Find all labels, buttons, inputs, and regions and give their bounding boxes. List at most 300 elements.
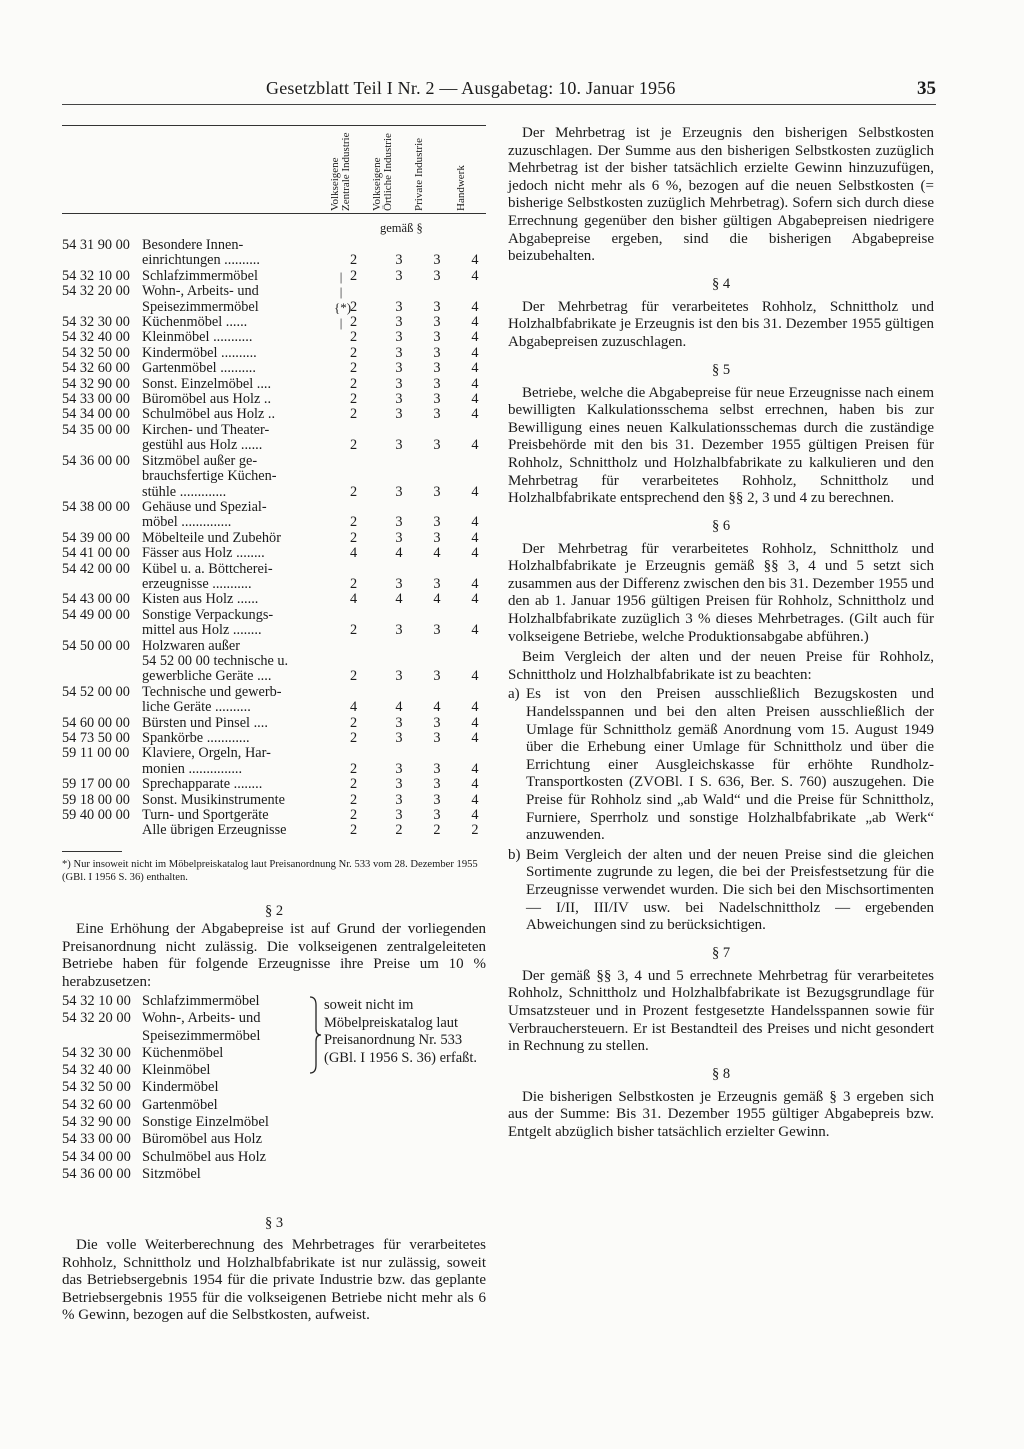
product-name: Bürsten und Pinsel .... <box>142 715 268 731</box>
value-private: 3 <box>433 391 441 408</box>
value-oertliche: 3 <box>395 252 403 269</box>
value-oertliche: 3 <box>395 622 403 639</box>
row-marker <box>334 500 348 515</box>
product-code <box>62 623 142 638</box>
value-oertliche <box>380 639 418 654</box>
product-code: 54 42 00 00 <box>62 560 130 577</box>
list-item <box>62 1149 486 1166</box>
section-5-text: Betriebe, welche die Abgabepreise für neue Erzeugnisse nach einem bewilligten Kalkulationsschema selbst errechnen, haben bis zur Bewilligung eines neuen Kalkulationsschemas durch die zuständige Preisbehörde mit den bis 31. Dezember 1955 gültigen Preisen für Rohholz, Schnittholz und Holzhalbfabrikate zu kalkulieren und den Mehrbetrag für verarbeitetes Rohholz, Schnittholz und Holzhalbfabrikate entsprechend den §§ 2, 3 und 4 zu berechnen. <box>508 384 934 507</box>
section-4-heading: § 4 <box>711 275 731 292</box>
column-header-handwerk: Handwerk <box>455 165 467 211</box>
list-item <box>62 1166 486 1183</box>
page-number: 35 <box>917 78 936 99</box>
row-marker <box>334 531 348 546</box>
product-code: 54 32 20 00 <box>62 283 130 300</box>
product-code <box>62 515 142 530</box>
product-code: 54 33 00 00 <box>62 391 130 408</box>
product-code: 54 43 00 00 <box>62 591 130 608</box>
product-code: 54 31 90 00 <box>62 237 130 253</box>
product-name: einrichtungen .......... <box>142 253 260 269</box>
footnote-rule <box>62 851 122 852</box>
value-handwerk: 4 <box>471 437 479 454</box>
value-private: 3 <box>433 483 441 500</box>
column-header-private: Private Industrie <box>413 137 425 211</box>
value-private: 3 <box>433 760 441 777</box>
right-column <box>508 125 934 1142</box>
value-zentrale <box>348 685 380 700</box>
row-marker <box>334 762 348 777</box>
product-name: möbel .............. <box>142 515 232 531</box>
value-handwerk: 4 <box>471 699 479 716</box>
row-marker <box>334 731 348 746</box>
value-handwerk: 4 <box>471 807 479 824</box>
value-handwerk: 4 <box>471 391 479 408</box>
value-zentrale: 2 <box>350 437 358 454</box>
table-row <box>62 762 488 777</box>
value-oertliche <box>380 746 418 761</box>
value-handwerk: 4 <box>471 668 479 685</box>
table-row <box>62 238 488 253</box>
value-handwerk: 4 <box>471 529 479 546</box>
value-oertliche: 3 <box>395 437 403 454</box>
value-oertliche: 3 <box>395 267 403 284</box>
section-8-heading: § 8 <box>711 1065 731 1082</box>
section-2-text: Eine Erhöhung der Abgabepreise ist auf Grund der vorliegenden Preisanordnung nicht zulässig. Die volkseigenen zentralgeleiteten Betriebe haben für folgende Erzeugnisse ihre Preise um 10 % herabzusetzen: <box>62 921 486 990</box>
value-private: 4 <box>433 699 441 716</box>
value-handwerk: 4 <box>471 406 479 423</box>
value-private <box>418 639 456 654</box>
product-code <box>62 438 142 453</box>
list-item-code: 54 32 90 00 <box>62 1114 131 1131</box>
value-oertliche: 3 <box>395 807 403 824</box>
value-zentrale: 4 <box>350 699 358 716</box>
value-handwerk <box>456 469 494 484</box>
value-private <box>418 238 456 253</box>
value-handwerk <box>456 423 494 438</box>
table-row <box>62 300 488 315</box>
product-code: 54 38 00 00 <box>62 498 130 515</box>
value-zentrale: 4 <box>350 545 358 562</box>
value-handwerk: 4 <box>471 514 479 531</box>
row-marker <box>334 623 348 638</box>
product-code: 54 32 90 00 <box>62 375 130 392</box>
product-code: 54 35 00 00 <box>62 421 130 438</box>
table-row <box>62 685 488 700</box>
value-handwerk: 4 <box>471 591 479 608</box>
value-private: 3 <box>433 329 441 346</box>
value-zentrale <box>348 469 380 484</box>
value-zentrale <box>348 423 380 438</box>
row-marker <box>334 485 348 500</box>
price-table-body <box>62 238 488 839</box>
row-marker <box>334 592 348 607</box>
table-row <box>62 592 488 607</box>
value-zentrale: 2 <box>350 344 358 361</box>
item-b-text: Beim Vergleich der alten und der neuen Preise sind die gleichen Sortimente zugrunde zu legen, die bei der Preisfestsetzung für die Erzeugnisse verwendet wurden. Die sich bei den Mischsortimenten — I/II, III/IV usw. bei Nadelschnittholz — ergebenden Abweichungen sind zu berücksichtigen. <box>526 846 934 934</box>
row-marker <box>334 361 348 376</box>
value-private: 3 <box>433 267 441 284</box>
value-private <box>418 423 456 438</box>
value-handwerk: 4 <box>471 329 479 346</box>
value-handwerk <box>456 746 494 761</box>
product-name: Fässer aus Holz ........ <box>142 546 265 562</box>
table-row <box>62 669 488 684</box>
product-name: Alle übrigen Erzeugnisse <box>142 823 287 839</box>
value-oertliche: 4 <box>395 699 403 716</box>
value-handwerk: 4 <box>471 730 479 746</box>
value-oertliche: 3 <box>395 529 403 546</box>
table-row <box>62 500 488 515</box>
product-name: Sonstige Verpackungs- <box>142 607 274 623</box>
product-code <box>62 485 142 500</box>
value-handwerk: 4 <box>471 267 479 284</box>
product-code <box>62 654 142 669</box>
product-name: Sprechapparate ........ <box>142 777 263 793</box>
table-row <box>62 531 488 546</box>
value-private: 3 <box>433 575 441 592</box>
value-handwerk: 4 <box>471 622 479 639</box>
value-zentrale: 2 <box>350 807 358 824</box>
table-row <box>62 330 488 345</box>
value-private: 3 <box>433 360 441 377</box>
product-code: 54 60 00 00 <box>62 714 130 731</box>
table-row <box>62 253 488 268</box>
row-marker <box>334 716 348 731</box>
section-8-text: Die bisherigen Selbstkosten je Erzeugnis gemäß § 3 ergeben sich aus der Summe: Bis 31. Dezember 1955 gültiger Abgabepreis bzw. Entgelt abzüglich bisher tatsächlich erzielter Gewinn. <box>508 1088 934 1140</box>
value-private <box>418 654 456 669</box>
product-name: mittel aus Holz ........ <box>142 623 262 639</box>
product-code: 59 17 00 00 <box>62 776 130 793</box>
value-handwerk <box>456 238 494 253</box>
value-private: 4 <box>433 545 441 562</box>
list-item <box>62 1131 486 1148</box>
product-name: Möbelteile und Zubehör <box>142 530 281 546</box>
product-code: 54 32 60 00 <box>62 360 130 377</box>
row-marker <box>334 577 348 592</box>
product-code: 54 50 00 00 <box>62 637 130 654</box>
table-row <box>62 438 488 453</box>
value-oertliche: 3 <box>395 406 403 423</box>
section-2-heading: § 2 <box>264 903 284 919</box>
column-header-oertliche: Volkseigene Örtliche Industrie <box>371 133 394 211</box>
table-row <box>62 608 488 623</box>
list-item-name: Wohn-, Arbeits- und <box>142 1010 261 1027</box>
value-oertliche: 4 <box>395 545 403 562</box>
product-name: monien ............... <box>142 761 243 777</box>
value-private: 3 <box>433 529 441 546</box>
value-oertliche: 2 <box>395 822 403 839</box>
product-code <box>62 823 142 838</box>
value-private <box>418 746 456 761</box>
table-row <box>62 377 488 392</box>
product-name: Kirchen- und Theater- <box>142 422 270 438</box>
item-a-label: a) <box>508 686 520 703</box>
header-title: Gesetzblatt Teil I Nr. 2 — Ausgabetag: 10. Januar 1956 <box>266 78 676 98</box>
list-item-code: 54 34 00 00 <box>62 1148 131 1165</box>
value-handwerk: 4 <box>471 714 479 731</box>
product-name: brauchsfertige Küchen- <box>142 469 277 485</box>
product-code: 54 34 00 00 <box>62 406 130 423</box>
row-marker <box>334 639 348 654</box>
value-oertliche: 3 <box>395 391 403 408</box>
product-name: Technische und gewerb- <box>142 684 282 700</box>
table-row <box>62 793 488 808</box>
product-code: 54 41 00 00 <box>62 545 130 562</box>
table-row <box>62 623 488 638</box>
value-handwerk: 4 <box>471 760 479 777</box>
value-oertliche: 3 <box>395 314 403 331</box>
value-zentrale: 2 <box>350 714 358 731</box>
table-top-rule <box>62 125 486 126</box>
value-private: 3 <box>433 375 441 392</box>
row-marker: {*) <box>334 299 352 315</box>
product-code: 54 32 50 00 <box>62 344 130 361</box>
list-item-name: Schulmöbel aus Holz <box>142 1148 267 1165</box>
list-item-name: Kindermöbel <box>142 1079 219 1096</box>
row-marker <box>334 346 348 361</box>
list-item-name: Sonstige Einzelmöbel <box>142 1114 269 1131</box>
product-code: 59 11 00 00 <box>62 745 130 762</box>
section-7-heading: § 7 <box>711 944 731 961</box>
product-code <box>62 253 142 268</box>
value-zentrale: 2 <box>350 329 358 346</box>
table-row <box>62 485 488 500</box>
value-oertliche: 4 <box>395 591 403 608</box>
value-zentrale <box>348 238 380 253</box>
list-item-code: 54 32 10 00 <box>62 993 131 1009</box>
row-marker <box>334 777 348 792</box>
table-row <box>62 639 488 654</box>
product-name: gewerbliche Geräte .... <box>142 669 272 685</box>
value-zentrale <box>348 284 380 299</box>
row-marker <box>334 330 348 345</box>
table-row <box>62 716 488 731</box>
section-5-heading: § 5 <box>711 361 731 378</box>
table-header-rule <box>62 213 486 214</box>
value-private: 3 <box>433 714 441 731</box>
section-6-item-b <box>508 847 934 935</box>
value-oertliche: 3 <box>395 730 403 746</box>
value-zentrale <box>348 562 380 577</box>
product-name: Büromöbel aus Holz .. <box>142 392 272 408</box>
table-row <box>62 731 488 746</box>
product-code <box>62 669 142 684</box>
value-zentrale: 2 <box>350 298 358 315</box>
value-handwerk: 4 <box>471 575 479 592</box>
table-footnote: *) Nur insoweit nicht im Möbelpreiskatalog laut Preisanordnung Nr. 533 vom 28. Dezember 1955 (GBl. I 1956 S. 36) enthalten. <box>62 859 478 883</box>
value-oertliche: 3 <box>395 668 403 685</box>
product-name: Schlafzimmermöbel <box>142 268 258 284</box>
row-marker <box>334 685 348 700</box>
table-row <box>62 823 488 838</box>
row-marker: | <box>339 315 343 331</box>
value-zentrale: 2 <box>350 760 358 777</box>
intro-paragraph: Der Mehrbetrag ist je Erzeugnis den bisherigen Selbstkosten zuzuschlagen. Der Summe aus den bisherigen Selbstkosten zuzüglich Mehrbetrag ist der bisher tatsächlich erzielte Gewinn hinzuzufügen, jedoch nicht mehr als 6 %, bezogen auf die neuen Selbstkosten (= bisherige Selbstkosten zuzüglich Mehrbetrag). Sofern sich durch diese Errechnung gegenüber den bisher gültigen Abgabepreisen niedrigere Abgabepreise ergeben, sind die bisherigen Abgabepreise beizubehalten. <box>508 125 934 265</box>
table-subheader: gemäß § <box>380 221 423 235</box>
value-zentrale: 2 <box>350 375 358 392</box>
list-item-name: Schlafzimmermöbel <box>142 993 260 1009</box>
row-marker: | <box>339 268 343 284</box>
list-item-name: Büromöbel aus Holz <box>142 1131 263 1148</box>
value-oertliche: 3 <box>395 483 403 500</box>
value-zentrale: 2 <box>350 776 358 793</box>
value-handwerk: 4 <box>471 360 479 377</box>
table-row <box>62 546 488 561</box>
product-name: Kindermöbel .......... <box>142 345 257 361</box>
value-private: 3 <box>433 730 441 746</box>
value-private <box>418 685 456 700</box>
product-code: 54 32 10 00 <box>62 267 130 284</box>
product-code: 54 73 50 00 <box>62 730 130 746</box>
product-code <box>62 577 142 592</box>
list-item <box>62 1114 486 1131</box>
table-row <box>62 269 488 284</box>
table-row <box>62 346 488 361</box>
value-oertliche: 3 <box>395 514 403 531</box>
value-zentrale <box>348 500 380 515</box>
product-name: Sitzmöbel außer ge- <box>142 453 258 469</box>
row-marker <box>334 438 348 453</box>
product-name: Spankörbe ............ <box>142 731 250 746</box>
list-item <box>62 1097 486 1114</box>
value-private: 3 <box>433 791 441 808</box>
table-row <box>62 746 488 761</box>
value-oertliche: 3 <box>395 760 403 777</box>
value-zentrale: 2 <box>350 791 358 808</box>
product-name: 54 52 00 00 technische u. <box>142 653 289 669</box>
product-name: gestühl aus Holz ...... <box>142 438 263 454</box>
value-handwerk: 4 <box>471 298 479 315</box>
product-name: Kübel u. a. Böttcherei- <box>142 561 273 577</box>
section-4-text: Der Mehrbetrag für verarbeitetes Rohholz, Schnittholz und Holzhalbfabrikate je Erzeugnis ist den bis 31. Dezember 1955 gültigen Abgabepreisen zuzuschlagen. <box>508 298 934 350</box>
value-oertliche: 3 <box>395 298 403 315</box>
product-code: 54 32 40 00 <box>62 329 130 346</box>
row-marker <box>334 454 348 469</box>
value-oertliche: 3 <box>395 575 403 592</box>
value-oertliche <box>380 654 418 669</box>
table-row <box>62 392 488 407</box>
value-handwerk <box>456 608 494 623</box>
table-row <box>62 423 488 438</box>
value-zentrale: 2 <box>350 575 358 592</box>
value-oertliche <box>380 238 418 253</box>
product-code <box>62 469 142 484</box>
product-code <box>62 762 142 777</box>
list-item-code: 54 32 40 00 <box>62 1062 131 1079</box>
value-oertliche <box>380 608 418 623</box>
product-code: 54 49 00 00 <box>62 606 130 623</box>
value-handwerk <box>456 685 494 700</box>
section-7-text: Der gemäß §§ 3, 4 und 5 errechnete Mehrbetrag für verarbeitetes Rohholz, Schnittholz und Holzhalbfabrikate ist Bezugsgrundlage für Umsatzsteuer und in Prozent festgesetzte Handelsspannen sowie für Verbrauchersteuern. Er ist Bestandteil des Preises und nicht gesondert in Rechnung zu stellen. <box>508 967 934 1055</box>
value-handwerk: 4 <box>471 776 479 793</box>
list-item-code <box>62 1028 142 1045</box>
value-handwerk: 4 <box>471 252 479 269</box>
table-row <box>62 469 488 484</box>
value-oertliche <box>380 562 418 577</box>
product-name: Speisezimmermöbel <box>142 299 259 315</box>
list-item-code: 54 33 00 00 <box>62 1131 131 1148</box>
row-marker <box>334 608 348 623</box>
value-zentrale <box>348 639 380 654</box>
value-zentrale: 2 <box>350 822 358 839</box>
product-name: Küchenmöbel ...... <box>142 315 248 331</box>
column-header-zentrale: Volkseigene Zentrale Industrie <box>329 132 352 211</box>
product-name: Sonst. Einzelmöbel .... <box>142 376 272 392</box>
product-name: stühle ............. <box>142 484 227 500</box>
product-code: 59 40 00 00 <box>62 807 130 824</box>
value-zentrale: 2 <box>350 314 358 331</box>
brace-icon <box>308 995 322 1080</box>
value-zentrale: 2 <box>350 360 358 377</box>
product-name: Kisten aus Holz ...... <box>142 592 259 608</box>
value-zentrale: 2 <box>350 252 358 269</box>
product-name: Besondere Innen- <box>142 238 244 253</box>
table-row <box>62 315 488 330</box>
value-private: 3 <box>433 437 441 454</box>
value-zentrale <box>348 654 380 669</box>
value-oertliche: 3 <box>395 776 403 793</box>
value-private: 2 <box>433 822 441 839</box>
product-code: 59 18 00 00 <box>62 791 130 808</box>
product-name: Sonst. Musikinstrumente <box>142 792 285 808</box>
row-marker <box>334 562 348 577</box>
value-oertliche <box>380 469 418 484</box>
value-handwerk: 2 <box>471 822 479 839</box>
product-code <box>62 300 142 315</box>
value-handwerk: 4 <box>471 545 479 562</box>
table-row <box>62 654 488 669</box>
table-row <box>62 777 488 792</box>
value-oertliche: 3 <box>395 329 403 346</box>
list-item-code: 54 32 50 00 <box>62 1079 131 1096</box>
value-handwerk <box>456 639 494 654</box>
product-name: Kleinmöbel ........... <box>142 330 253 346</box>
section-2-brace-note: soweit nicht im Möbelpreiskatalog laut Preisanordnung Nr. 533 (GBl. I 1956 S. 36) erfaßt. <box>324 997 478 1066</box>
brace-shape <box>308 995 322 1075</box>
table-row <box>62 808 488 823</box>
value-zentrale: 4 <box>350 591 358 608</box>
product-name: Schulmöbel aus Holz .. <box>142 407 276 423</box>
table-row <box>62 577 488 592</box>
row-marker <box>334 746 348 761</box>
value-handwerk <box>456 284 494 299</box>
table-row <box>62 454 488 469</box>
section-6-item-a <box>508 686 934 844</box>
row-marker <box>334 546 348 561</box>
value-oertliche: 3 <box>395 375 403 392</box>
row-marker <box>334 669 348 684</box>
product-name: erzeugnisse ........... <box>142 576 252 592</box>
value-zentrale: 2 <box>350 529 358 546</box>
table-row <box>62 407 488 422</box>
value-zentrale: 2 <box>350 391 358 408</box>
product-code: 54 39 00 00 <box>62 529 130 546</box>
value-handwerk <box>456 562 494 577</box>
value-handwerk <box>456 500 494 515</box>
value-private: 3 <box>433 807 441 824</box>
value-private: 3 <box>433 344 441 361</box>
value-zentrale: 2 <box>350 730 358 746</box>
value-private <box>418 284 456 299</box>
list-item-code: 54 32 20 00 <box>62 1010 131 1027</box>
product-name: Wohn-, Arbeits- und <box>142 284 259 300</box>
list-item-name: Sitzmöbel <box>142 1165 201 1182</box>
row-marker <box>334 238 348 253</box>
row-marker <box>334 469 348 484</box>
value-handwerk: 4 <box>471 344 479 361</box>
list-item-code: 54 36 00 00 <box>62 1165 131 1182</box>
value-zentrale: 2 <box>350 483 358 500</box>
